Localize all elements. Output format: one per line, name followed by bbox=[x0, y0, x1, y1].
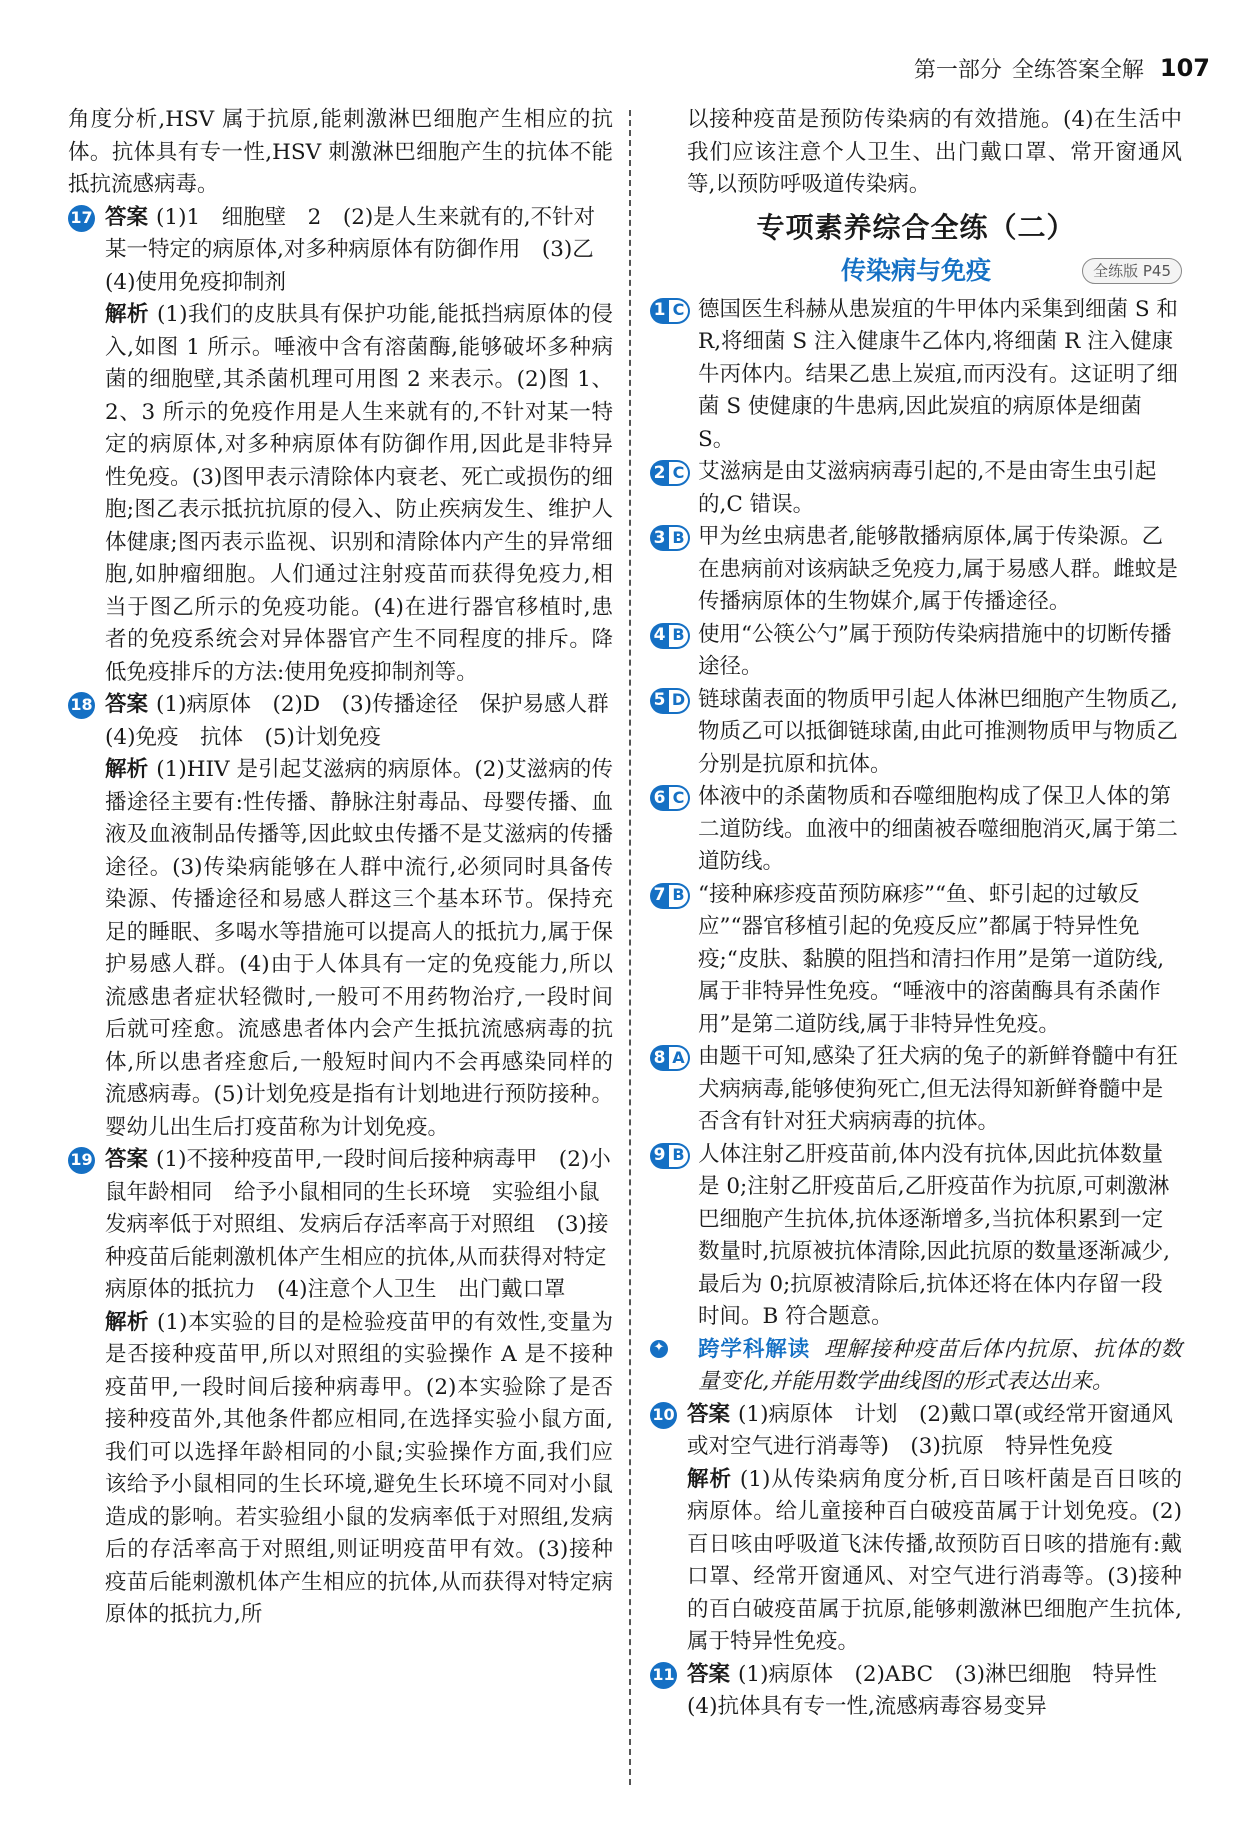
column-divider bbox=[629, 110, 631, 1785]
analysis-text: (1)本实验的目的是检验疫苗甲的有效性,变量为是否接种疫苗甲,所以对照组的实验操作 A 是不接种疫苗甲,一段时间后接种病毒甲。(2)本实验除了是否接种疫苗外,其他条件都应相同,在选择实验小鼠方面,我们可以选择年龄相同的小鼠;实验操作方面,我们应该给予小鼠相同的生长环境,避免生长环境不同对小鼠造成的影响。若实验组小鼠的发病率低于对照组,发病后的存活率高于对照组,则证明疫苗甲有效。(3)接种疫苗后能刺激机体产生相应的抗体,从而获得对特定病原体的抵抗力,所 bbox=[105, 1309, 613, 1627]
mcq-badge bbox=[650, 1143, 690, 1169]
reference-tag: 全练版 P45 bbox=[1082, 258, 1182, 284]
continued-text-right: 以接种疫苗是预防传染病的有效措施。(4)在生活中我们应该注意个人卫生、出门戴口罩、常开窗通风等,以预防呼吸道传染病。 bbox=[687, 107, 1182, 197]
mcq-item bbox=[650, 684, 1182, 782]
subtitle-row bbox=[650, 252, 1182, 292]
answer-label: 答案 bbox=[105, 1147, 149, 1172]
analysis-18 bbox=[68, 754, 613, 1144]
cross-discipline-label: 跨学科解读 bbox=[698, 1336, 811, 1362]
analysis-text: (1)HIV 是引起艾滋病的病原体。(2)艾滋病的传播途径主要有:性传播、静脉注射毒品、母婴传播、血液及血液制品传播等,因此蚊虫传播不是艾滋病的传播途径。(3)传染病能够在人群中流行,必须同时具备传染源、传播途径和易感人群这三个基本环节。保持充足的睡眠、多喝水等措施可以提高人的抵抗力,属于保护易感人群。(4)由于人体具有一定的免疫能力,所以流感患者症状轻微时,一般可不用药物治疗,一段时间后就可痊愈。流感患者体内会产生抵抗流感病毒的抗体,所以患者痊愈后,一般短时间内不会再感染同样的流感病毒。(5)计划免疫是指有计划地进行预防接种。婴幼儿出生后打疫苗称为计划免疫。 bbox=[105, 757, 613, 1140]
interdisciplinary-icon: ✦ bbox=[650, 1340, 668, 1358]
mcq-badge bbox=[650, 460, 690, 486]
mcq-text: 使用“公筷公勺”属于预防传染病措施中的切断传播途径。 bbox=[698, 621, 1172, 679]
answer-text: (1)病原体 (2)ABC (3)淋巴细胞 特异性 (4)抗体具有专一性,流感病毒容易变异 bbox=[687, 1661, 1179, 1719]
mcq-item bbox=[650, 456, 1182, 521]
question-10 bbox=[650, 1399, 1182, 1464]
question-11 bbox=[650, 1659, 1182, 1724]
mcq-number: 7 bbox=[650, 883, 669, 909]
question-number-badge: 11 bbox=[650, 1662, 677, 1689]
mcq-letter: C bbox=[669, 460, 690, 486]
mcq-letter: C bbox=[669, 298, 690, 324]
mcq-badge bbox=[650, 623, 690, 649]
cross-discipline-text: 理解接种疫苗后体内抗原、抗体的数量变化,并能用数学曲线图的形式表达出来。 bbox=[698, 1336, 1182, 1394]
mcq-number: 3 bbox=[650, 525, 669, 551]
mcq-letter: B bbox=[669, 1143, 690, 1169]
mcq-number: 1 bbox=[650, 298, 669, 324]
page-number: 107 bbox=[1159, 54, 1210, 82]
mcq-text: 德国医生科赫从患炭疽的牛甲体内采集到细菌 S 和 R,将细菌 S 注入健康牛乙体内,将细菌 R 注入健康牛丙体内。结果乙患上炭疽,而丙没有。这证明了细菌 S 使健康的牛患病,因此炭疽的病原体是细菌 S。 bbox=[698, 296, 1178, 452]
mcq-badge bbox=[650, 883, 690, 909]
mcq-item bbox=[650, 521, 1182, 619]
mcq-badge bbox=[650, 688, 690, 714]
mcq-letter: B bbox=[669, 525, 690, 551]
mcq-text: 链球菌表面的物质甲引起人体淋巴细胞产生物质乙,物质乙可以抵御链球菌,由此可推测物质甲与物质乙分别是抗原和抗体。 bbox=[698, 686, 1178, 777]
question-17 bbox=[68, 202, 616, 300]
question-number-badge: 19 bbox=[68, 1147, 95, 1174]
answer-label: 答案 bbox=[105, 204, 149, 230]
question-number-badge: 10 bbox=[650, 1402, 677, 1429]
question-19 bbox=[68, 1144, 613, 1307]
mcq-number: 6 bbox=[650, 785, 669, 811]
cross-discipline-note bbox=[650, 1334, 1182, 1399]
answer-label: 答案 bbox=[105, 692, 149, 717]
analysis-text: (1)我们的皮肤具有保护功能,能抵挡病原体的侵入,如图 1 所示。唾液中含有溶菌酶,能够破坏多种病菌的细胞壁,其杀菌机理可用图 2 来表示。(2)图 1、2、3 所示的免疫作用是人生来就有的,不针对某一特定的病原体,对多种病原体有防御作用,因此是非特异性免疫。(3)图甲表示清除体内衰老、死亡或损伤的细胞;图乙表示抵抗抗原的侵入、防止疾病发生、维护人体健康;图丙表示监视、识别和清除体内产生的异常细胞,如肿瘤细胞。人们通过注射疫苗而获得免疫力,相当于图乙所示的免疫功能。(4)在进行器官移植时,患者的免疫系统会对异体器官产生不同程度的排斥。降低免疫排斥的方法:使用免疫抑制剂等。 bbox=[105, 302, 613, 685]
analysis-label: 解析 bbox=[687, 1466, 732, 1492]
answer-text: (1)病原体 计划 (2)戴口罩(或经常开窗通风或对空气进行消毒等) (3)抗原 特异性免疫 bbox=[687, 1401, 1173, 1459]
question-18 bbox=[68, 689, 631, 754]
mcq-badge bbox=[650, 525, 690, 551]
mcq-text: 艾滋病是由艾滋病病毒引起的,不是由寄生虫引起的,C 错误。 bbox=[698, 459, 1157, 517]
section-title: 专项素养综合全练（二） bbox=[756, 210, 1076, 244]
mcq-number: 4 bbox=[650, 623, 669, 649]
mcq-badge bbox=[650, 1045, 690, 1071]
analysis-19 bbox=[68, 1307, 613, 1632]
analysis-text: (1)从传染病角度分析,百日咳杆菌是百日咳的病原体。给儿童接种百白破疫苗属于计划免疫。(2)百日咳由呼吸道飞沫传播,故预防百日咳的措施有:戴口罩、经常开窗通风、对空气进行消毒等。(3)接种的百白破疫苗属于抗原,能够刺激淋巴细胞产生抗体,属于特异性免疫。 bbox=[687, 1466, 1182, 1654]
answer-text: (1)不接种疫苗甲,一段时间后接种病毒甲 (2)小鼠年龄相同 给予小鼠相同的生长环境 实验组小鼠发病率低于对照组、发病后存活率高于对照组 (3)接种疫苗后能刺激机体产生相应的抗体,从而获得对特定病原体的抵抗力 (4)注意个人卫生 出门戴口罩 bbox=[105, 1147, 611, 1302]
mcq-letter: A bbox=[669, 1045, 690, 1071]
mcq-item bbox=[650, 1041, 1182, 1139]
analysis-17 bbox=[68, 299, 613, 689]
answer-label: 答案 bbox=[687, 1401, 731, 1427]
mcq-text: 人体注射乙肝疫苗前,体内没有抗体,因此抗体数量是 0;注射乙肝疫苗后,乙肝疫苗作为抗原,可刺激淋巴细胞产生抗体,抗体逐渐增多,当抗体积累到一定数量时,抗原被抗体清除,因此抗原的数量逐渐减少,最后为 0;抗原被清除后,抗体还将在体内存留一段时间。B 符合题意。 bbox=[698, 1141, 1171, 1329]
mcq-number: 8 bbox=[650, 1045, 669, 1071]
mcq-number: 2 bbox=[650, 460, 669, 486]
analysis-label: 解析 bbox=[105, 757, 149, 782]
mcq-text: 甲为丝虫病患者,能够散播病原体,属于传染源。乙在患病前对该病缺乏免疫力,属于易感人群。雌蚊是传播病原体的生物媒介,属于传播途径。 bbox=[698, 524, 1178, 614]
section-subtitle: 传染病与免疫 bbox=[840, 255, 991, 285]
answer-label: 答案 bbox=[687, 1661, 731, 1687]
mcq-letter: D bbox=[669, 688, 690, 714]
mcq-number: 5 bbox=[650, 688, 669, 714]
left-column bbox=[68, 104, 631, 1785]
mcq-text: 由题干可知,感染了狂犬病的兔子的新鲜脊髓中有狂犬病病毒,能够使狗死亡,但无法得知新鲜脊髓中是否含有针对狂犬病病毒的抗体。 bbox=[698, 1044, 1178, 1134]
mcq-number: 9 bbox=[650, 1143, 669, 1169]
mcq-badge bbox=[650, 298, 690, 324]
question-number-badge: 17 bbox=[68, 205, 95, 232]
header-section: 第一部分 bbox=[913, 57, 1002, 83]
mcq-letter: C bbox=[669, 785, 690, 811]
analysis-label: 解析 bbox=[105, 302, 150, 327]
mcq-badge bbox=[650, 785, 690, 811]
header-subsection: 全练答案全解 bbox=[1011, 57, 1144, 83]
analysis-label: 解析 bbox=[105, 1309, 150, 1335]
mcq-item bbox=[650, 781, 1182, 879]
question-number-badge: 18 bbox=[68, 692, 95, 719]
answer-text: (1)病原体 (2)D (3)传播途径 保护易感人群 (4)免疫 抗体 (5)计划免疫 bbox=[105, 692, 631, 750]
continued-text-left: 角度分析,HSV 属于抗原,能刺激淋巴细胞产生相应的抗体。抗体具有专一性,HSV 刺激淋巴细胞产生的抗体不能抵抗流感病毒。 bbox=[68, 107, 613, 197]
right-column bbox=[650, 104, 1182, 1785]
mcq-item bbox=[650, 294, 1182, 457]
mcq-item bbox=[650, 879, 1182, 1042]
mcq-item bbox=[650, 1139, 1182, 1334]
analysis-10 bbox=[650, 1464, 1182, 1659]
mcq-letter: B bbox=[669, 623, 690, 649]
mcq-letter: B bbox=[669, 883, 690, 909]
answer-text: (1)1 细胞壁 2 (2)是人生来就有的,不针对某一特定的病原体,对多种病原体有防御作用 (3)乙 (4)使用免疫抑制剂 bbox=[105, 204, 616, 295]
page-header bbox=[914, 50, 1210, 86]
mcq-item bbox=[650, 619, 1182, 684]
mcq-text: 体液中的杀菌物质和吞噬细胞构成了保卫人体的第二道防线。血液中的细菌被吞噬细胞消灭,属于第二道防线。 bbox=[698, 784, 1178, 874]
mcq-text: “接种麻疹疫苗预防麻疹”“鱼、虾引起的过敏反应”“器官移植引起的免疫反应”都属于特异性免疫;“皮肤、黏膜的阻挡和清扫作用”是第一道防线,属于非特异性免疫。“唾液中的溶菌酶具有杀菌作用”是第二道防线,属于非特异性免疫。 bbox=[698, 881, 1165, 1037]
